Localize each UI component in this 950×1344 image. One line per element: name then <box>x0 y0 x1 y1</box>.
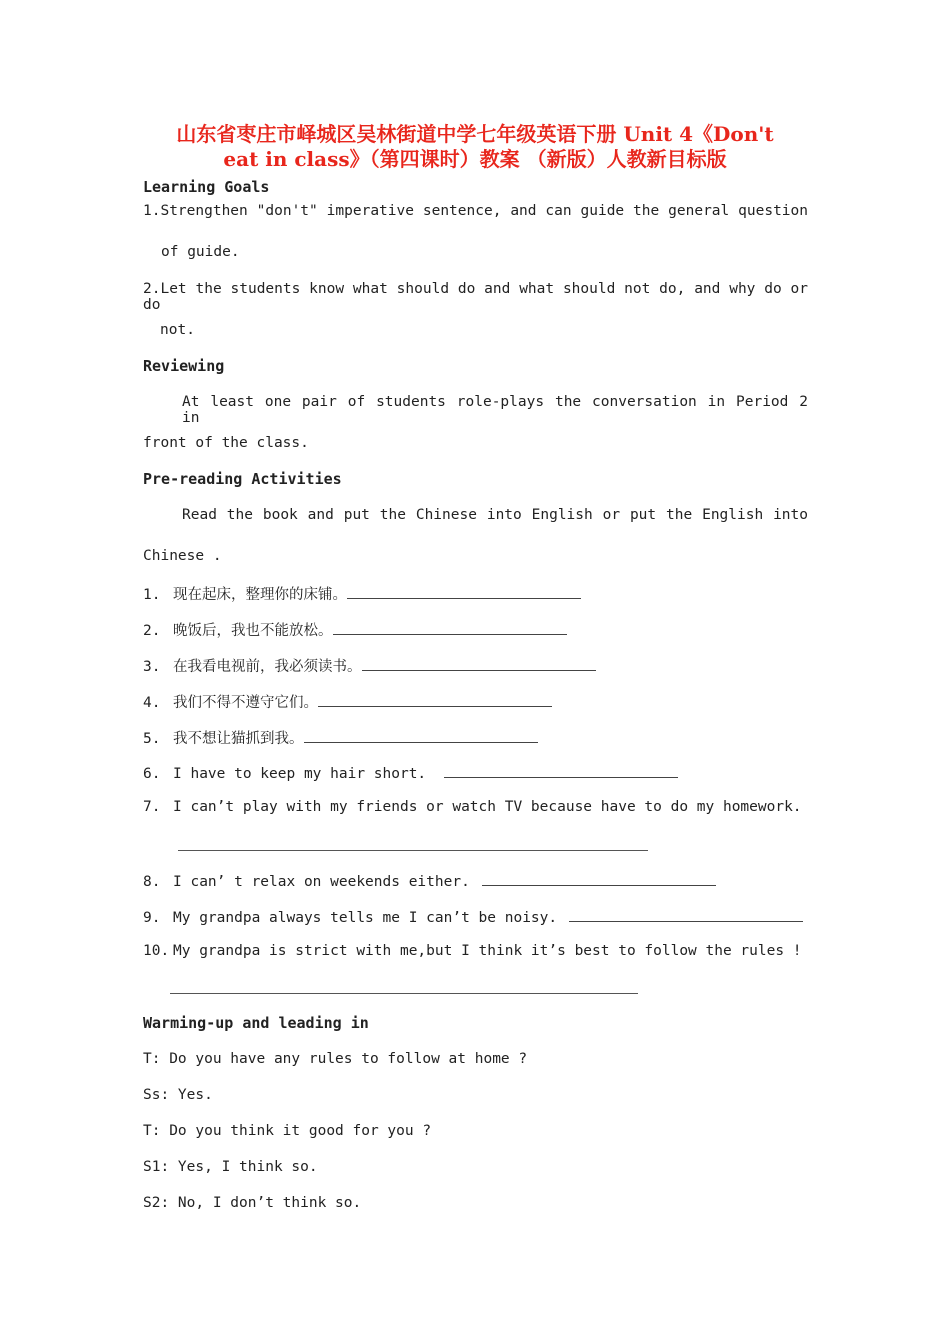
exercise-text: I can’ t relax on weekends either. <box>173 874 470 890</box>
dialogue-line-2: Ss: Yes. <box>143 1087 213 1103</box>
answer-blank[interactable] <box>444 763 678 778</box>
pre-reading-line-1: Read the book and put the Chinese into English or put the English into <box>182 507 808 523</box>
exercise-number: 6. <box>143 766 161 782</box>
exercise-text: My grandpa always tells me I can’t be noisy. <box>173 910 558 926</box>
exercise-number: 1. <box>143 587 161 603</box>
learning-goal-1-line-1: 1.Strengthen "don't" imperative sentence, and can guide the general question <box>143 203 808 219</box>
learning-goals-heading: Learning Goals <box>143 178 270 196</box>
reviewing-line-2: front of the class. <box>143 435 309 451</box>
exercise-item-8 <box>143 871 808 890</box>
exercise-text: 现在起床，整理你的床铺。 <box>173 587 347 603</box>
exercise-text: 我们不得不遵守它们。 <box>173 695 318 711</box>
dialogue-line-3: T: Do you think it good for you ? <box>143 1123 432 1139</box>
answer-blank[interactable] <box>362 656 596 671</box>
exercise-number: 3. <box>143 659 161 675</box>
document-title <box>140 122 810 172</box>
reviewing-line-1: At least one pair of students role-plays the conversation in Period 2 in <box>182 394 808 426</box>
exercise-text: 我不想让猫抓到我。 <box>173 731 304 747</box>
exercise-number: 7. <box>143 799 161 815</box>
exercise-text: I have to keep my hair short. <box>173 766 427 782</box>
exercise-number: 8. <box>143 874 161 890</box>
title-line-2: eat in class》（第四课时）教案 （新版）人教新目标版 <box>223 147 727 171</box>
exercise-number: 2. <box>143 623 161 639</box>
exercise-number: 5. <box>143 731 161 747</box>
exercise-item-7 <box>143 799 808 815</box>
title-line-1: 山东省枣庄市峄城区吴林街道中学七年级英语下册 Unit 4《Don't <box>176 122 774 146</box>
exercise-item-3 <box>143 655 808 676</box>
answer-blank[interactable] <box>347 584 581 599</box>
answer-line-10[interactable] <box>170 993 638 994</box>
pre-reading-line-2: Chinese . <box>143 548 222 564</box>
answer-blank[interactable] <box>333 620 567 635</box>
answer-line-7[interactable] <box>178 850 648 851</box>
answer-blank[interactable] <box>318 692 552 707</box>
exercise-text: 晚饭后，我也不能放松。 <box>173 623 333 639</box>
exercise-text: I can’t play with my friends or watch TV because have to do my homework. <box>173 799 802 815</box>
exercise-number: 10. <box>143 943 170 959</box>
learning-goal-1-line-2: of guide. <box>161 244 240 260</box>
answer-blank[interactable] <box>569 907 803 922</box>
answer-blank[interactable] <box>304 728 538 743</box>
exercise-number: 9. <box>143 910 161 926</box>
exercise-number: 4. <box>143 695 161 711</box>
dialogue-line-1: T: Do you have any rules to follow at home ? <box>143 1051 528 1067</box>
exercise-item-5 <box>143 727 808 748</box>
exercise-item-1 <box>143 583 808 604</box>
exercise-text: My grandpa is strict with me,but I think it’s best to follow the rules ! <box>173 943 802 959</box>
learning-goal-2-line-2: not. <box>160 322 195 338</box>
exercise-item-10 <box>143 943 808 959</box>
reviewing-heading: Reviewing <box>143 357 225 375</box>
dialogue-line-5: S2: No, I don’t think so. <box>143 1195 362 1211</box>
exercise-item-9 <box>143 907 808 926</box>
learning-goal-2-line-1: 2.Let the students know what should do and what should not do, and why do or do <box>143 281 808 313</box>
exercise-text: 在我看电视前，我必须读书。 <box>173 659 362 675</box>
dialogue-line-4: S1: Yes, I think so. <box>143 1159 318 1175</box>
exercise-item-2 <box>143 619 808 640</box>
pre-reading-heading: Pre-reading Activities <box>143 470 342 488</box>
exercise-item-4 <box>143 691 808 712</box>
exercise-item-6 <box>143 763 808 782</box>
warming-up-heading: Warming-up and leading in <box>143 1014 369 1032</box>
answer-blank[interactable] <box>482 871 716 886</box>
